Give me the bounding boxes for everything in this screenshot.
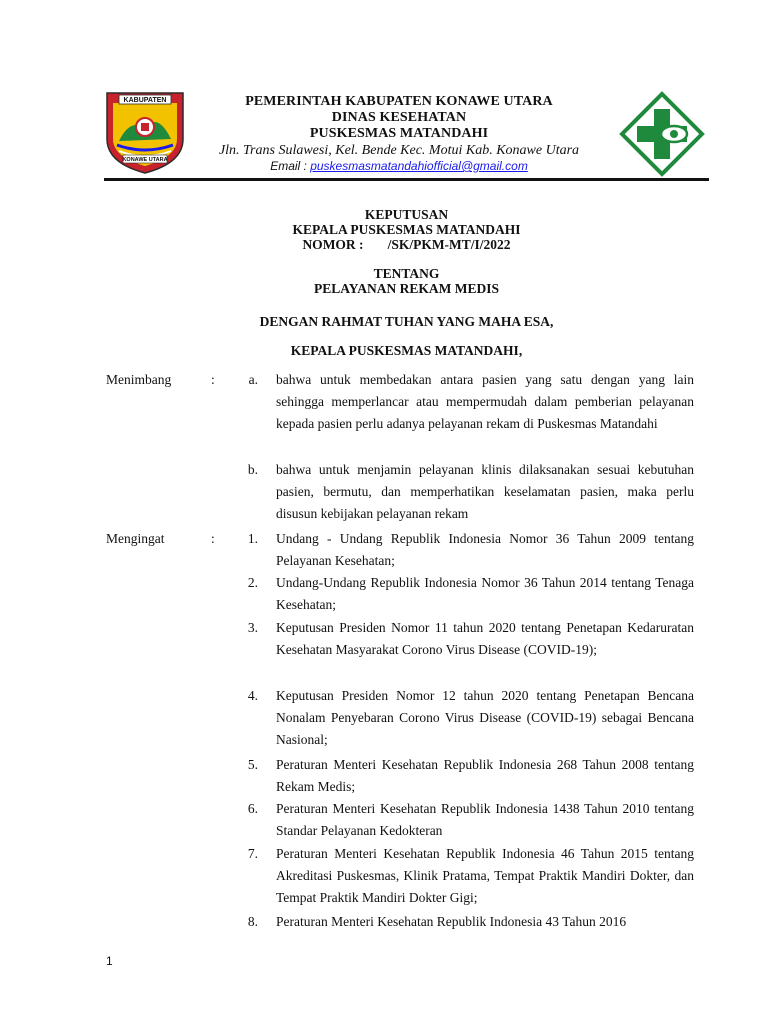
mengingat-label: Mengingat <box>106 531 165 546</box>
decree-heading <box>104 207 709 252</box>
letterhead <box>190 94 608 174</box>
item-text: Keputusan Presiden Nomor 12 tahun 2020 tentang Penetapan Bencana Nonalam Penyebaran Corono Virus Disease (COVID-19) sebagai Bencana Nasional; <box>276 688 694 747</box>
header-rule <box>104 178 709 181</box>
item-marker: 2. <box>247 575 258 590</box>
header-puskesmas: PUSKESMAS MATANDAHI <box>309 126 489 141</box>
page-number: 1 <box>106 954 113 968</box>
heading-keputusan: KEPUTUSAN <box>364 207 449 222</box>
item-text: Keputusan Presiden Nomor 11 tahun 2020 tentang Penetapan Kedaruratan Kesehatan Masyarakat Corono Virus Disease (COVID-19); <box>276 620 694 657</box>
item-marker: a. <box>248 372 258 387</box>
nomor-label: NOMOR : <box>302 237 364 252</box>
email-link[interactable]: puskesmasmatandahiofficial@gmail.com <box>310 159 528 173</box>
item-marker: b. <box>247 462 258 477</box>
item-text: Peraturan Menteri Kesehatan Republik Indonesia 268 Tahun 2008 tentang Rekam Medis; <box>276 757 694 794</box>
item-marker: 3. <box>247 620 258 635</box>
kabupaten-konawe-utara-logo <box>103 89 187 175</box>
nomor-value: /SK/PKM-MT/I/2022 <box>387 237 511 252</box>
menimbang-label: Menimbang <box>106 372 172 387</box>
item-marker: 4. <box>247 688 258 703</box>
header-department: DINAS KESEHATAN <box>331 110 467 125</box>
item-text: Peraturan Menteri Kesehatan Republik Indonesia 1438 Tahun 2010 tentang Standar Pelayanan Kedokteran <box>276 801 694 838</box>
item-text: bahwa untuk menjamin pelayanan klinis dilaksanakan sesuai kebutuhan pasien, bermutu, dan memperhatikan keselamatan pasien, maka perlu disusun kebijakan pelayanan rekam <box>276 462 694 521</box>
heading-nomor <box>104 237 709 252</box>
item-marker: 1. <box>247 531 258 546</box>
item-marker: 7. <box>247 846 258 861</box>
item-text: Undang-Undang Republik Indonesia Nomor 36 Tahun 2014 tentang Tenaga Kesehatan; <box>276 575 694 612</box>
item-text: Peraturan Menteri Kesehatan Republik Indonesia 46 Tahun 2015 tentang Akreditasi Puskesmas, Klinik Pratama, Tempat Praktik Mandiri Dokter, dan Tempat Praktik Mandiri Dokter Gigi; <box>276 846 694 905</box>
puskesmas-logo <box>618 91 706 177</box>
item-marker: 8. <box>247 914 258 929</box>
heading-subject: PELAYANAN REKAM MEDIS <box>313 281 500 296</box>
heading-tentang: TENTANG <box>373 266 440 281</box>
item-marker: 6. <box>247 801 258 816</box>
item-marker: 5. <box>247 757 258 772</box>
logo-top-text: KABUPATEN <box>123 97 167 104</box>
item-text: Peraturan Menteri Kesehatan Republik Indonesia 43 Tahun 2016 <box>276 914 627 929</box>
item-text: Undang - Undang Republik Indonesia Nomor 36 Tahun 2009 tentang Pelayanan Kesehatan; <box>276 531 694 568</box>
header-government: PEMERINTAH KABUPATEN KONAWE UTARA <box>245 94 553 109</box>
decree-subject <box>104 266 709 296</box>
header-email-line <box>190 159 608 174</box>
heading-kepala-puskesmas: KEPALA PUSKESMAS MATANDAHI, <box>290 343 523 358</box>
heading-rahmat: DENGAN RAHMAT TUHAN YANG MAHA ESA, <box>259 314 554 329</box>
email-label: Email : <box>270 159 311 173</box>
item-text: bahwa untuk membedakan antara pasien yang satu dengan yang lain sehingga memperlancar atau mempermudah dalam pemberian pelayanan kepada pasien perlu adanya pelayanan rekam di Puskesmas Matandahi <box>276 372 694 431</box>
header-address: Jln. Trans Sulawesi, Kel. Bende Kec. Motui Kab. Konawe Utara <box>218 143 580 158</box>
mengingat-colon: : <box>211 531 215 546</box>
menimbang-colon: : <box>211 372 215 387</box>
logo-bottom-text: KONAWE UTARA <box>122 157 168 163</box>
heading-kepala: KEPALA PUSKESMAS MATANDAHI <box>292 222 521 237</box>
